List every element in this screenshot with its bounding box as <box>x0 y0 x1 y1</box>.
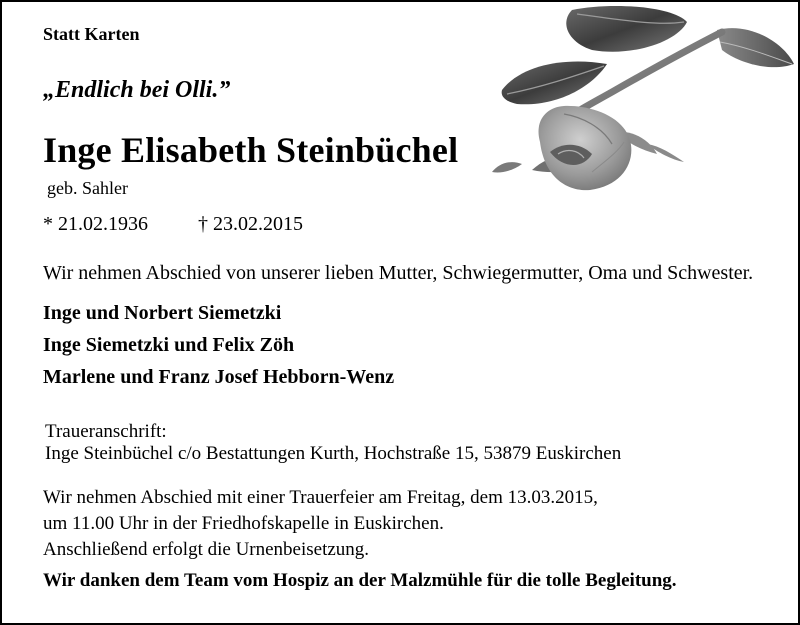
death-date: † 23.02.2015 <box>198 213 303 235</box>
mourner-line: Inge und Norbert Siemetzki <box>43 302 282 324</box>
mourner-line: Marlene und Franz Josef Hebborn-Wenz <box>43 366 395 388</box>
address-label: Traueranschrift: <box>45 421 167 442</box>
service-line: Wir nehmen Abschied mit einer Trauerfeier am Freitag, dem 13.03.2015, <box>43 487 598 508</box>
maiden-name: geb. Sahler <box>47 178 128 198</box>
notice-header: Statt Karten <box>43 24 140 44</box>
service-line: um 11.00 Uhr in der Friedhofskapelle in Euskirchen. <box>43 513 444 534</box>
service-line: Anschließend erfolgt die Urnenbeisetzung. <box>43 539 370 560</box>
address-line: Inge Steinbüchel c/o Bestattungen Kurth, Hochstraße 15, 53879 Euskirchen <box>45 443 622 464</box>
mourner-line: Inge Siemetzki und Felix Zöh <box>43 334 295 356</box>
birth-date: * 21.02.1936 <box>43 213 148 235</box>
notice-quote: „Endlich bei Olli.” <box>43 77 231 103</box>
rose-image <box>472 2 798 202</box>
farewell-message: Wir nehmen Abschied von unserer lieben Mutter, Schwiegermutter, Oma und Schwester. <box>43 262 754 284</box>
thanks-line: Wir danken dem Team vom Hospiz an der Malzmühle für die tolle Begleitung. <box>43 570 677 591</box>
deceased-name: Inge Elisabeth Steinbüchel <box>43 130 459 170</box>
